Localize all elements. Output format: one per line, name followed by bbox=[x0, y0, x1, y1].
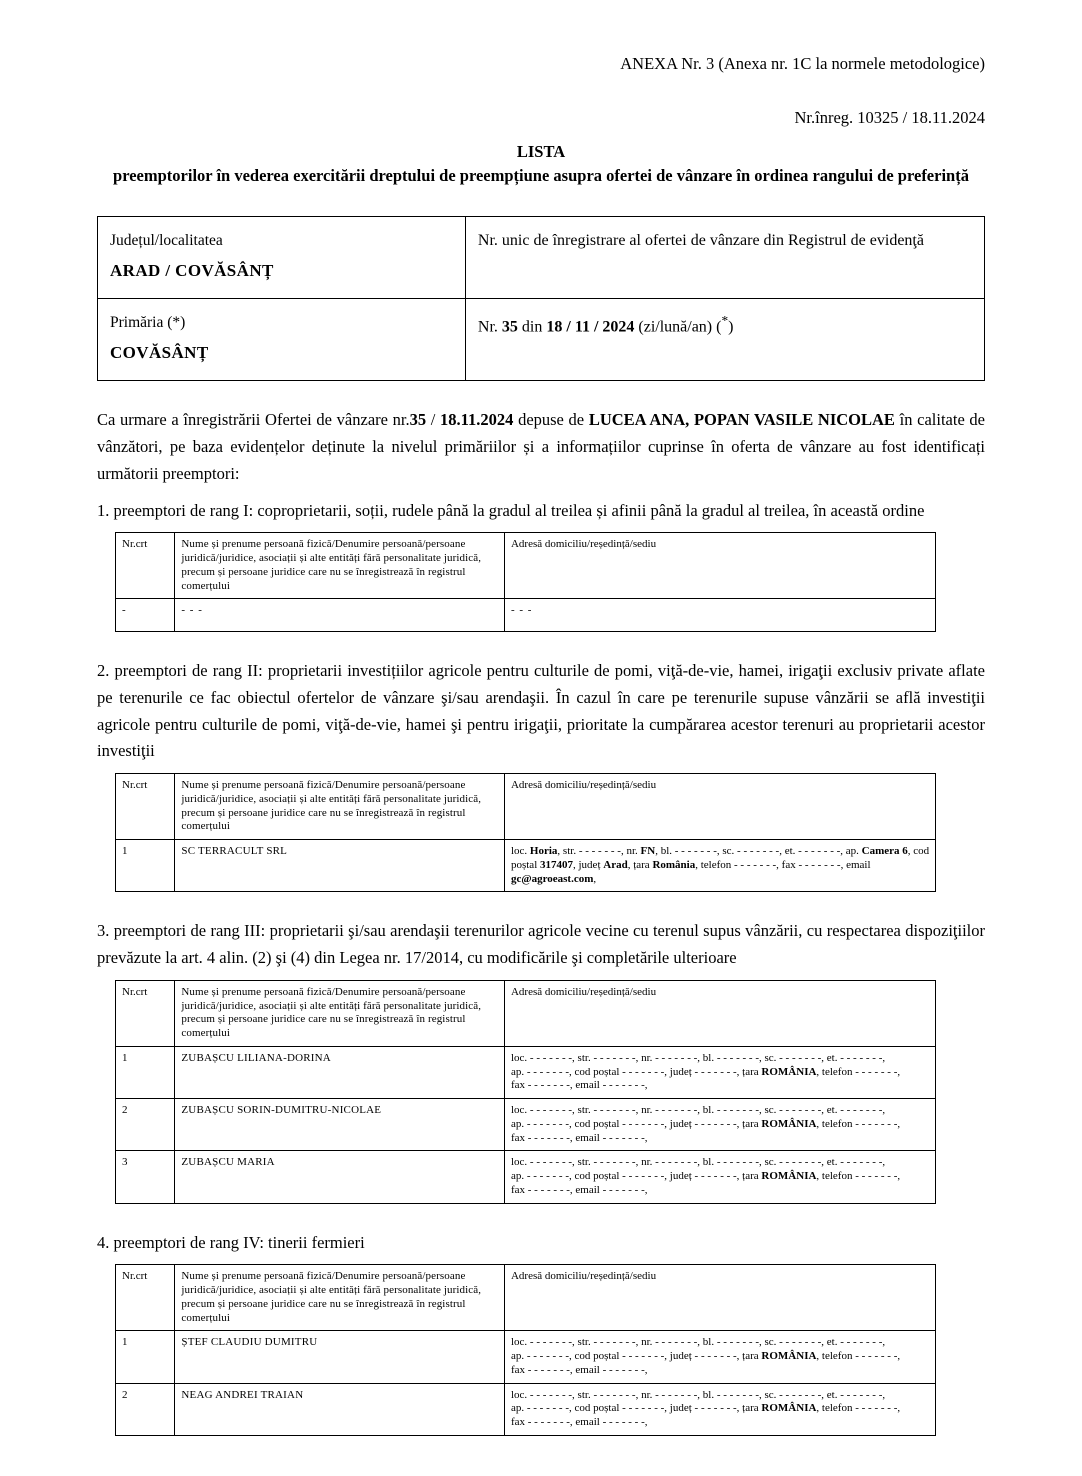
addr-email: gc@agroeast.com bbox=[510, 872, 594, 885]
intro-paragraph bbox=[97, 407, 985, 487]
table-header-row bbox=[116, 774, 936, 840]
section-2-heading: 2. preemptori de rang II: proprietarii investițiilor agricole pentru culturile de pomi, viţă-de-vie, hamei, irigaţii exclusiv private aflate pe terenurile ce fac obiectul ofertelor de vânzare şi/sau arendaşii. În cazul în care pe terenurile supuse vânzării se află investiţii agricole pentru culturile de pomi, viţă-de-vie, hamei şi pentru irigaţii, prioritate la cumpărarea acestor terenuri au proprietarii acestor investiţii bbox=[97, 661, 985, 761]
col-nr-crt: Nr.crt bbox=[116, 1265, 175, 1331]
addr-part: , telefon - - - - - - -, bbox=[816, 1170, 901, 1183]
judet-value: ARAD bbox=[110, 261, 161, 281]
addr-ap: Camera 6 bbox=[861, 845, 908, 858]
addr-line-3: fax - - - - - - -, email - - - - - - -, bbox=[510, 1131, 648, 1144]
col-nume: Nume și prenume persoană fizică/Denumire persoană/persoane juridică/juridice, asociații și alte entități fără personalitate juridică, precum și persoane juridice care nu se înregistrează în registrul comerțului bbox=[175, 980, 505, 1046]
addr-part: , cod poștal bbox=[510, 845, 930, 871]
col-adresa: Adresă domiciliu/reședință/sediu bbox=[504, 533, 935, 599]
intro-offer-nr: 35 bbox=[409, 410, 427, 430]
addr-country: ROMÂNIA bbox=[761, 1170, 817, 1183]
cell-address bbox=[504, 1383, 935, 1435]
cell-name: ȘTEF CLAUDIU DUMITRU bbox=[175, 1331, 505, 1383]
addr-part: ap. - - - - - - -, cod poștal - - - - - - -, județ - - - - - - -, țara bbox=[510, 1402, 762, 1415]
addr-part: , telefon - - - - - - -, bbox=[816, 1117, 901, 1130]
addr-country: ROMÂNIA bbox=[761, 1117, 817, 1130]
table-rank-3 bbox=[115, 980, 936, 1204]
addr-country: ROMÂNIA bbox=[761, 1402, 817, 1415]
addr-part: , telefon - - - - - - -, bbox=[816, 1065, 901, 1078]
cell-nr: 1 bbox=[116, 840, 175, 892]
col-adresa: Adresă domiciliu/reședință/sediu bbox=[504, 980, 935, 1046]
addr-line-2 bbox=[511, 1118, 929, 1132]
col-nume: Nume și prenume persoană fizică/Denumire persoană/persoane juridică/juridice, asociații și alte entități fără personalitate juridică, precum și persoane juridice care nu se înregistrează în registrul comerțului bbox=[175, 774, 505, 840]
addr-line-1: loc. - - - - - - -, str. - - - - - - -, nr. - - - - - - -, bl. - - - - - - -, sc. - - - - - - -, et. - - - - - - -, bbox=[510, 1336, 886, 1349]
addr-part: ap. - - - - - - -, cod poștal - - - - - - -, județ - - - - - - -, țara bbox=[510, 1170, 762, 1183]
addr-country: ROMÂNIA bbox=[761, 1350, 817, 1363]
addr-part: , telefon - - - - - - -, fax - - - - - - -, email bbox=[695, 858, 871, 871]
addr-line-1: loc. - - - - - - -, str. - - - - - - -, nr. - - - - - - -, bl. - - - - - - -, sc. - - - - - - -, et. - - - - - - -, bbox=[510, 1051, 886, 1064]
cell-address: - - - bbox=[504, 599, 935, 632]
cell-address bbox=[504, 1046, 935, 1098]
nr-star: * bbox=[721, 313, 729, 329]
table-rank-2 bbox=[115, 773, 936, 892]
section-3-heading: 3. preemptori de rang III: proprietarii şi/sau arendaşii terenurilor agricole vecine cu terenul supus vânzării, cu respectarea dispoziţiilor prevăzute la art. 4 alin. (2) şi (4) din Legea nr. 17/2014, cu modificările şi completările ulterioare bbox=[97, 921, 985, 968]
addr-line-3: fax - - - - - - -, email - - - - - - -, bbox=[510, 1183, 648, 1196]
addr-line-2 bbox=[511, 1066, 929, 1080]
table-rank-1 bbox=[115, 532, 936, 632]
addr-part: ap. - - - - - - -, cod poștal - - - - - - -, județ - - - - - - -, țara bbox=[510, 1117, 762, 1130]
nr-date: 18 / 11 / 2024 bbox=[546, 318, 635, 336]
cell-name: SC TERRACULT SRL bbox=[175, 840, 505, 892]
judet-label: Județul/localitatea bbox=[110, 231, 223, 249]
col-adresa: Adresă domiciliu/reședință/sediu bbox=[504, 774, 935, 840]
addr-line-1: loc. - - - - - - -, str. - - - - - - -, nr. - - - - - - -, bl. - - - - - - -, sc. - - - - - - -, et. - - - - - - -, bbox=[510, 1156, 886, 1169]
cell-address bbox=[504, 1099, 935, 1151]
addr-line-2 bbox=[511, 1402, 929, 1416]
addr-line-3: fax - - - - - - -, email - - - - - - -, bbox=[510, 1079, 648, 1092]
addr-postal-code: 317407 bbox=[540, 858, 573, 871]
page-title: LISTA bbox=[516, 142, 566, 161]
col-nume: Nume și prenume persoană fizică/Denumire persoană/persoane juridică/juridice, asociații și alte entități fără personalitate juridică, precum și persoane juridice care nu se înregistrează în registrul comerțului bbox=[175, 533, 505, 599]
addr-part: , bbox=[593, 872, 597, 885]
col-nr-crt: Nr.crt bbox=[116, 533, 175, 599]
nr-suffix: (zi/lună/an) ( bbox=[634, 318, 722, 336]
cell-nr: 2 bbox=[116, 1383, 175, 1435]
registration-number: Nr.înreg. 10325 / 18.11.2024 bbox=[794, 108, 985, 127]
nr-unic-value-cell bbox=[465, 299, 984, 381]
addr-line-1: loc. - - - - - - -, str. - - - - - - -, nr. - - - - - - -, bl. - - - - - - -, sc. - - - - - - -, et. - - - - - - -, bbox=[510, 1104, 886, 1117]
addr-judet: Arad bbox=[603, 858, 628, 871]
table-row bbox=[116, 1151, 936, 1203]
table-header-row bbox=[116, 1265, 936, 1331]
cell-nr: 1 bbox=[116, 1331, 175, 1383]
addr-line-1: loc. - - - - - - -, str. - - - - - - -, nr. - - - - - - -, bl. - - - - - - -, sc. - - - - - - -, et. - - - - - - -, bbox=[510, 1388, 886, 1401]
nr-unic-label: Nr. unic de înregistrare al ofertei de vânzare din Registrul de evidenţă bbox=[477, 231, 924, 249]
cell-name: - - - bbox=[175, 599, 505, 632]
judet-separator: / bbox=[160, 261, 176, 281]
table-row bbox=[116, 599, 936, 632]
nr-prefix: Nr. bbox=[477, 318, 502, 336]
table-header-row bbox=[116, 980, 936, 1046]
section-4-heading: 4. preemptori de rang IV: tinerii fermieri bbox=[97, 1232, 365, 1252]
table-row bbox=[116, 1383, 936, 1435]
page-subtitle: preemptorilor în vederea exercitării dreptului de preempțiune asupra ofertei de vânzare în ordinea rangului de preferință bbox=[113, 166, 969, 185]
cell-nr: 1 bbox=[116, 1046, 175, 1098]
localitate-value: COVĂSÂNȚ bbox=[175, 261, 274, 281]
addr-line-3: fax - - - - - - -, email - - - - - - -, bbox=[510, 1363, 648, 1376]
addr-line-2 bbox=[511, 1350, 929, 1364]
addr-part: , str. - - - - - - -, nr. bbox=[557, 845, 641, 858]
addr-part: loc. bbox=[510, 845, 530, 858]
info-row-judet bbox=[98, 216, 985, 298]
cell-name: ZUBAȘCU LILIANA-DORINA bbox=[175, 1046, 505, 1098]
addr-loc: Horia bbox=[529, 845, 558, 858]
nr-din: din bbox=[517, 318, 547, 336]
col-nume: Nume și prenume persoană fizică/Denumire persoană/persoane juridică/juridice, asociații și alte entități fără personalitate juridică, precum și persoane juridice care nu se înregistrează în registrul comerțului bbox=[175, 1265, 505, 1331]
nr-unic-value bbox=[478, 311, 972, 339]
addr-part: , țara bbox=[627, 858, 653, 871]
intro-text-a: Ca urmare a înregistrării Ofertei de vânzare nr. bbox=[97, 410, 410, 430]
cell-address bbox=[504, 1331, 935, 1383]
cell-address bbox=[504, 1151, 935, 1203]
addr-line-3: fax - - - - - - -, email - - - - - - -, bbox=[510, 1416, 648, 1429]
addr-part: , telefon - - - - - - -, bbox=[816, 1350, 901, 1363]
nr-value: 35 bbox=[501, 318, 518, 336]
cell-name: NEAG ANDREI TRAIAN bbox=[175, 1383, 505, 1435]
anexa-reference: ANEXA Nr. 3 (Anexa nr. 1C la normele metodologice) bbox=[620, 54, 985, 73]
table-row bbox=[116, 840, 936, 892]
cell-name: ZUBAȘCU MARIA bbox=[175, 1151, 505, 1203]
table-header-row bbox=[116, 533, 936, 599]
table-row bbox=[116, 1046, 936, 1098]
addr-part: , telefon - - - - - - -, bbox=[816, 1402, 901, 1415]
addr-part: ap. - - - - - - -, cod poștal - - - - - - -, județ - - - - - - -, țara bbox=[510, 1350, 762, 1363]
intro-text-b: depuse de bbox=[513, 410, 589, 430]
table-row bbox=[116, 1099, 936, 1151]
nr-unic-cell bbox=[465, 216, 984, 298]
primaria-value: COVĂSÂNȚ bbox=[110, 343, 209, 363]
cell-nr: 3 bbox=[116, 1151, 175, 1203]
intro-slash: / bbox=[426, 410, 441, 430]
judet-cell bbox=[98, 216, 466, 298]
nr-close: ) bbox=[728, 318, 734, 336]
info-table bbox=[97, 216, 985, 382]
cell-address bbox=[504, 840, 935, 892]
col-nr-crt: Nr.crt bbox=[116, 980, 175, 1046]
addr-nr: FN bbox=[640, 845, 656, 858]
intro-sellers: LUCEA ANA, POPAN VASILE NICOLAE bbox=[588, 410, 895, 430]
addr-part: , județ bbox=[573, 858, 604, 871]
addr-line-2 bbox=[511, 1170, 929, 1184]
addr-part: ap. - - - - - - -, cod poștal - - - - - - -, județ - - - - - - -, țara bbox=[510, 1065, 762, 1078]
table-rank-4 bbox=[115, 1264, 936, 1436]
info-row-primaria bbox=[98, 299, 985, 381]
addr-country: ROMÂNIA bbox=[761, 1065, 817, 1078]
col-nr-crt: Nr.crt bbox=[116, 774, 175, 840]
cell-nr: - bbox=[116, 599, 175, 632]
primaria-label: Primăria (*) bbox=[110, 314, 186, 332]
addr-country: România bbox=[652, 858, 696, 871]
section-1-heading: 1. preemptori de rang I: coproprietarii, soții, rudele până la gradul al treilea și afinii până la gradul al treilea, în această ordine bbox=[97, 500, 925, 520]
cell-name: ZUBAȘCU SORIN-DUMITRU-NICOLAE bbox=[175, 1099, 505, 1151]
col-adresa: Adresă domiciliu/reședință/sediu bbox=[504, 1265, 935, 1331]
intro-offer-date: 18.11.2024 bbox=[440, 410, 514, 430]
table-row bbox=[116, 1331, 936, 1383]
intro-text-c: în calitate de vânzători, pe baza evidențelor deținute la nivelul primăriilor și a informațiilor cuprinse în oferta de vânzare au fost identificați următorii preemptori: bbox=[97, 410, 986, 483]
primaria-cell bbox=[98, 299, 466, 381]
addr-part: , bl. - - - - - - -, sc. - - - - - - -, et. - - - - - - -, ap. bbox=[655, 845, 862, 858]
cell-nr: 2 bbox=[116, 1099, 175, 1151]
